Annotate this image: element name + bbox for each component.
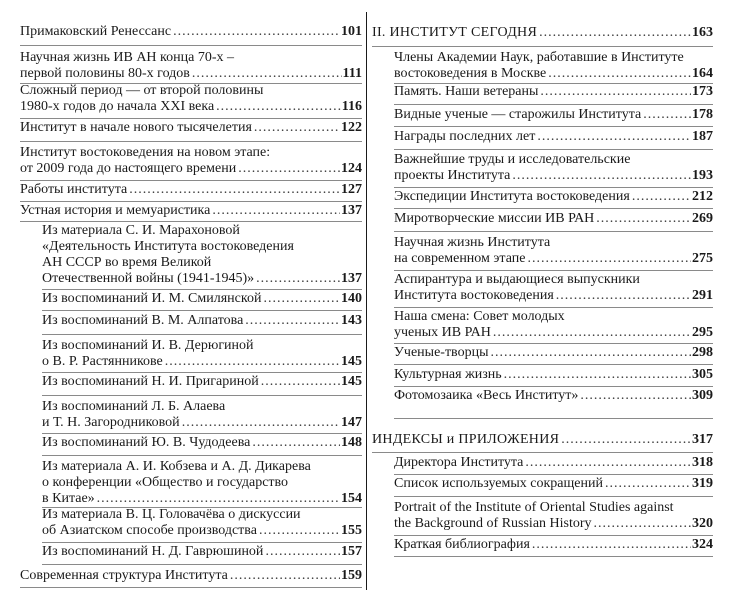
- toc-entry-title-line: Из воспоминаний И. В. Дерюгиной: [42, 338, 254, 353]
- toc-entry-title-line: Аспирантура и выдающиеся выпускники: [394, 272, 640, 287]
- toc-entry: [42, 544, 362, 560]
- toc-entry: [42, 374, 362, 390]
- dot-leader: [214, 99, 341, 115]
- toc-separator-line: [394, 535, 713, 536]
- toc-separator-line: [394, 149, 713, 150]
- toc-entry: [20, 145, 362, 177]
- toc-page-number: 212: [692, 189, 713, 204]
- dot-leader: [228, 568, 340, 584]
- toc-entry-title-line: Память. Наши ветераны: [394, 84, 539, 99]
- toc-separator-line: [42, 334, 362, 335]
- dot-leader: [250, 435, 340, 451]
- toc-page-number: 101: [341, 24, 362, 39]
- toc-entry: [20, 182, 362, 198]
- dot-leader: [603, 476, 691, 492]
- toc-page-number: 155: [341, 523, 362, 538]
- toc-entry: [394, 129, 713, 145]
- toc-separator-line: [394, 208, 713, 209]
- toc-entry: [42, 399, 362, 431]
- dot-leader: [594, 211, 691, 227]
- toc-separator-line: [20, 180, 362, 181]
- dot-leader: [252, 120, 340, 136]
- toc-entry: [42, 313, 362, 329]
- toc-entry: [394, 272, 713, 304]
- toc-separator-line: [20, 587, 362, 588]
- toc-entry-title-line: Из воспоминаний Ю. В. Чудодеева: [42, 435, 251, 450]
- toc-entry-title-line: Наша смена: Совет молодых: [394, 309, 565, 324]
- toc-entry-title-line: Из воспоминаний Н. Д. Гаврюшиной: [42, 544, 264, 559]
- toc-entry-title-line: о В. Р. Растянникове: [42, 354, 163, 369]
- dot-leader: [537, 25, 691, 41]
- toc-separator-line: [20, 141, 362, 142]
- toc-separator-line: [394, 343, 713, 344]
- toc-entry: [42, 291, 362, 307]
- toc-entry: [42, 507, 362, 539]
- toc-entry-title-line: Современная структура Института: [20, 568, 228, 583]
- toc-entry: [394, 50, 713, 82]
- toc-page-number: 122: [341, 120, 362, 135]
- toc-page-number: 137: [341, 271, 362, 286]
- dot-leader: [510, 168, 691, 184]
- toc-entry: [42, 459, 362, 507]
- toc-page-number: 320: [692, 516, 713, 531]
- toc-entry-title-line: Примаковский Ренессанс: [20, 24, 172, 39]
- dot-leader: [180, 415, 340, 431]
- column-divider: [366, 12, 367, 590]
- toc-entry-title-line: Важнейшие труды и исследовательские: [394, 152, 631, 167]
- toc-separator-line: [394, 126, 713, 127]
- toc-entry-title-line: Из материала В. Ц. Головачёва о дискуссии: [42, 507, 301, 522]
- toc-page-number: 157: [341, 544, 362, 559]
- dot-leader: [263, 544, 340, 560]
- toc-page-number: 193: [692, 168, 713, 183]
- toc-page-number: 137: [341, 203, 362, 218]
- toc-entry-title-line: ИНДЕКСЫ и ПРИЛОЖЕНИЯ: [372, 432, 560, 447]
- toc-entry-title-line: в Китае»: [42, 491, 95, 506]
- toc-entry-title-line: Научная жизнь ИВ АН конца 70-х –: [20, 50, 234, 65]
- toc-entry-title-line: Института востоковедения: [394, 288, 554, 303]
- toc-entry-title-line: II. ИНСТИТУТ СЕГОДНЯ: [372, 25, 538, 40]
- toc-separator-line: [394, 104, 713, 105]
- toc-entry-title-line: востоковедения в Москве: [394, 66, 547, 81]
- dot-leader: [538, 84, 691, 100]
- toc-entry-title-line: Список используемых сокращений: [394, 476, 603, 491]
- toc-entry-title-line: Видные ученые — старожилы Института: [394, 107, 642, 122]
- toc-page-number: 145: [341, 354, 362, 369]
- toc-entry-title-line: и Т. Н. Загородниковой: [42, 415, 180, 430]
- toc-separator-line: [372, 452, 713, 453]
- toc-separator-line: [42, 433, 362, 434]
- dot-leader: [592, 516, 691, 532]
- toc-page-number: 309: [692, 388, 713, 403]
- dot-leader: [630, 189, 691, 205]
- toc-entry: [394, 367, 713, 383]
- toc-page-number: 145: [341, 374, 362, 389]
- dot-leader: [523, 455, 691, 471]
- toc-separator-line: [20, 118, 362, 119]
- toc-separator-line: [394, 496, 713, 497]
- dot-leader: [530, 537, 691, 553]
- toc-entry-title-line: проекты Института: [394, 168, 511, 183]
- toc-entry: [394, 537, 713, 553]
- toc-entry-title-line: Институт в начале нового тысячелетия: [20, 120, 252, 135]
- toc-separator-line: [394, 187, 713, 188]
- toc-page-number: 127: [341, 182, 362, 197]
- dot-leader: [488, 345, 691, 361]
- toc-entry-title-line: Сложный период — от второй половины: [20, 83, 264, 98]
- toc-separator-line: [394, 364, 713, 365]
- toc-entry: [20, 568, 362, 584]
- dot-leader: [502, 367, 691, 383]
- toc-entry-title-line: Научная жизнь Института: [394, 235, 551, 250]
- toc-entry-title-line: Отечественной войны (1941-1945)»: [42, 271, 255, 286]
- toc-entry: [394, 152, 713, 184]
- toc-separator-line: [42, 564, 362, 565]
- toc-entry-title-line: the Background of Russian History: [394, 516, 592, 531]
- toc-entry: [394, 189, 713, 205]
- toc-entry: [394, 309, 713, 341]
- dot-leader: [257, 523, 340, 539]
- toc-separator-line: [42, 372, 362, 373]
- dot-leader: [259, 374, 340, 390]
- toc-entry-title-line: «Деятельность Института востоковедения: [42, 239, 294, 254]
- toc-separator-line: [42, 542, 362, 543]
- toc-page-number: 124: [341, 161, 362, 176]
- toc-separator-line: [394, 418, 713, 419]
- toc-page-number: 319: [692, 476, 713, 491]
- toc-entry-title-line: Миротворческие миссии ИВ РАН: [394, 211, 595, 226]
- toc-page-number: 173: [692, 84, 713, 99]
- toc-entry-title-line: первой половины 80-х годов: [20, 66, 190, 81]
- toc-entry-title-line: Portrait of the Institute of Oriental Studies against: [394, 500, 674, 515]
- toc-entry: [394, 211, 713, 227]
- toc-entry-title-line: ученых ИВ РАН: [394, 325, 491, 340]
- toc-page-number: 148: [341, 435, 362, 450]
- toc-separator-line: [20, 221, 362, 222]
- toc-entry: [394, 345, 713, 361]
- toc-entry: [394, 84, 713, 100]
- dot-leader: [546, 66, 691, 82]
- toc-separator-line: [394, 556, 713, 557]
- toc-entry-title-line: Институт востоковедения на новом этапе:: [20, 145, 271, 160]
- dot-leader: [261, 291, 340, 307]
- toc-entry-title-line: Из воспоминаний В. М. Алпатова: [42, 313, 244, 328]
- toc-entry: [394, 235, 713, 267]
- dot-leader: [171, 24, 340, 40]
- dot-leader: [127, 182, 340, 198]
- dot-leader: [236, 161, 340, 177]
- toc-page-number: 178: [692, 107, 713, 122]
- toc-entry: [394, 476, 713, 492]
- toc-page-number: 291: [692, 288, 713, 303]
- toc-page-number: 298: [692, 345, 713, 360]
- toc-entry: [20, 203, 362, 219]
- toc-page-number: 305: [692, 367, 713, 382]
- dot-leader: [559, 432, 691, 448]
- toc-entry-title-line: Директора Института: [394, 455, 524, 470]
- dot-leader: [554, 288, 691, 304]
- toc-entry-title-line: от 2009 года до настоящего времени: [20, 161, 237, 176]
- toc-entry: [394, 107, 713, 123]
- toc-separator-line: [42, 455, 362, 456]
- toc-entry-title-line: Из воспоминаний Н. И. Пригариной: [42, 374, 259, 389]
- toc-section-heading: [372, 25, 713, 41]
- toc-entry: [20, 24, 362, 40]
- toc-entry: [42, 435, 362, 451]
- toc-separator-line: [394, 386, 713, 387]
- toc-page-number: 116: [341, 99, 362, 114]
- toc-entry-title-line: на современном этапе: [394, 251, 526, 266]
- toc-entry-title-line: Награды последних лет: [394, 129, 536, 144]
- dot-leader: [95, 491, 340, 507]
- dot-leader: [163, 354, 340, 370]
- toc-entry: [394, 455, 713, 471]
- toc-entry-title-line: Устная история и мемуаристика: [20, 203, 211, 218]
- toc-separator-line: [42, 310, 362, 311]
- toc-entry-title-line: Члены Академии Наук, работавшие в Институте: [394, 50, 684, 65]
- toc-page-number: 187: [692, 129, 713, 144]
- toc-separator-line: [42, 289, 362, 290]
- toc-page-number: 163: [692, 25, 713, 40]
- dot-leader: [578, 388, 691, 404]
- toc-entry: [20, 83, 362, 115]
- toc-page-number: 269: [692, 211, 713, 226]
- dot-leader: [243, 313, 340, 329]
- dot-leader: [491, 325, 691, 341]
- toc-separator-line: [394, 474, 713, 475]
- toc-entry: [42, 338, 362, 370]
- toc-section-heading: [372, 432, 713, 448]
- toc-entry-title-line: Из воспоминаний И. М. Смилянской: [42, 291, 262, 306]
- toc-entry: [394, 500, 713, 532]
- toc-page-number: 159: [341, 568, 362, 583]
- toc-page-number: 111: [342, 66, 362, 81]
- toc-page-number: 318: [692, 455, 713, 470]
- toc-entry-title-line: Фотомозаика «Весь Институт»: [394, 388, 579, 403]
- toc-separator-line: [20, 45, 362, 46]
- toc-entry: [42, 223, 362, 287]
- toc-separator-line: [372, 46, 713, 47]
- toc-separator-line: [20, 201, 362, 202]
- toc-entry-title-line: Из воспоминаний Л. Б. Алаева: [42, 399, 226, 414]
- toc-entry-title-line: Из материала С. И. Марахоновой: [42, 223, 240, 238]
- toc-page-number: 154: [341, 491, 362, 506]
- toc-entry: [20, 50, 362, 82]
- toc-entry-title-line: Культурная жизнь: [394, 367, 502, 382]
- dot-leader: [535, 129, 691, 145]
- dot-leader: [210, 203, 340, 219]
- toc-separator-line: [42, 395, 362, 396]
- toc-entry-title-line: 1980-х годов до начала XXI века: [20, 99, 215, 114]
- toc-entry: [394, 388, 713, 404]
- toc-entry-title-line: АН СССР во время Великой: [42, 255, 212, 270]
- toc-page-number: 317: [692, 432, 713, 447]
- toc-entry: [20, 120, 362, 136]
- dot-leader: [190, 66, 342, 82]
- toc-page-number: 164: [692, 66, 713, 81]
- toc-page-number: 143: [341, 313, 362, 328]
- toc-page-number: 295: [692, 325, 713, 340]
- toc-entry-title-line: Работы института: [20, 182, 128, 197]
- toc-separator-line: [394, 270, 713, 271]
- toc-entry-title-line: о конференции «Общество и государство: [42, 475, 289, 490]
- toc-page-number: 324: [692, 537, 713, 552]
- toc-page-number: 140: [341, 291, 362, 306]
- dot-leader: [525, 251, 691, 267]
- toc-page-number: 147: [341, 415, 362, 430]
- toc-entry-title-line: Ученые-творцы: [394, 345, 489, 360]
- toc-page-number: 275: [692, 251, 713, 266]
- dot-leader: [641, 107, 691, 123]
- toc-entry-title-line: Экспедиции Института востоковедения: [394, 189, 630, 204]
- toc-entry-title-line: об Азиатском способе производства: [42, 523, 257, 538]
- toc-entry-title-line: Краткая библиография: [394, 537, 530, 552]
- toc-entry-title-line: Из материала А. И. Кобзева и А. Д. Дикарева: [42, 459, 311, 474]
- dot-leader: [254, 271, 340, 287]
- toc-separator-line: [394, 307, 713, 308]
- toc-separator-line: [394, 231, 713, 232]
